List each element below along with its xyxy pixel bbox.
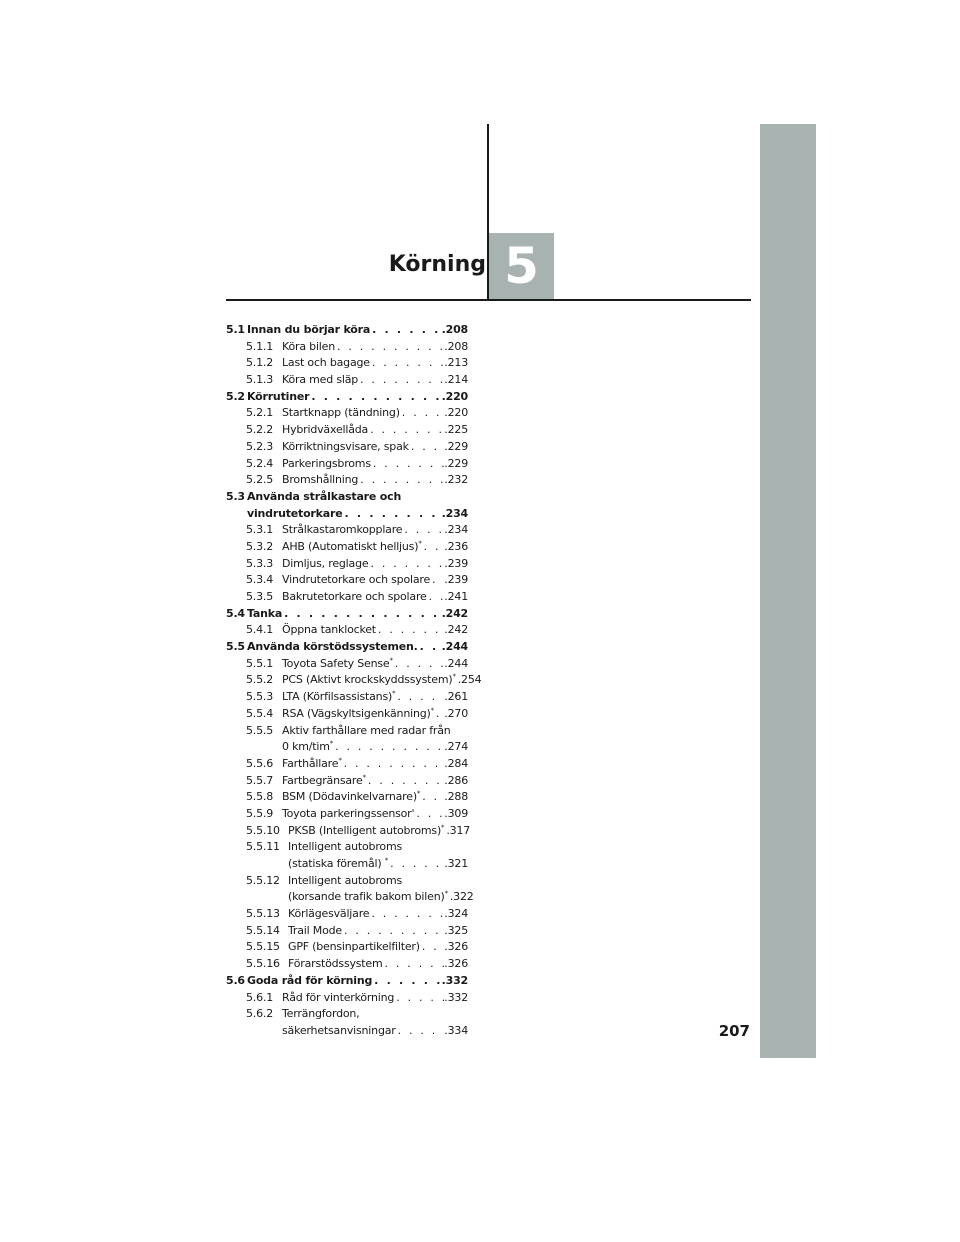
toc-dot-leader xyxy=(376,622,444,639)
toc-entry-title-text: säkerhetsanvisningar xyxy=(282,1023,396,1037)
toc-entry-title xyxy=(282,706,434,723)
toc-dot-leader xyxy=(342,923,444,940)
toc-entry-page: .208 xyxy=(444,339,468,353)
toc-entry-number: 5.5.12 xyxy=(246,873,280,887)
toc-subsection-row[interactable] xyxy=(226,622,468,639)
toc-subsection-row[interactable] xyxy=(226,723,468,740)
toc-entry-title-text: Tanka xyxy=(247,606,283,620)
footnote-asterisk: * xyxy=(418,539,422,548)
toc-entry-title xyxy=(247,973,372,990)
toc-entry-number: 5.3.3 xyxy=(246,556,273,570)
header-horizontal-rule xyxy=(226,299,751,301)
toc-entry-title-text: Köra med släp xyxy=(282,373,359,387)
toc-entry-title xyxy=(282,689,395,706)
toc-entry-title-text: PKSB (Intelligent autobroms) xyxy=(288,823,442,837)
toc-subsection-row[interactable] xyxy=(226,822,471,840)
toc-dot-leader xyxy=(358,372,444,389)
toc-entry-title xyxy=(282,756,342,773)
toc-entry-title xyxy=(282,739,333,756)
toc-entry-page: .208 xyxy=(441,323,468,336)
toc-entry-page: .334 xyxy=(444,1023,468,1037)
toc-dot-leader xyxy=(394,990,444,1007)
toc-entry-number: 5.5.14 xyxy=(246,923,280,937)
toc-entry-title xyxy=(247,639,418,656)
toc-dot-leader xyxy=(369,906,444,923)
toc-entry-page: .232 xyxy=(444,473,468,487)
toc-entry-title-text: Bromshållning xyxy=(282,473,359,487)
toc-entry-number: 5.4 xyxy=(226,606,245,620)
toc-entry-page: .326 xyxy=(444,940,468,954)
toc-entry-page: .220 xyxy=(441,389,468,403)
toc-entry-title-text: Körlägesväljare xyxy=(288,907,370,921)
toc-entry-title-text: Fartbegränsare xyxy=(282,773,363,787)
toc-entry-number: 5.5.1 xyxy=(246,656,273,670)
toc-entry-page: .321 xyxy=(444,857,468,870)
toc-entry-number: 5.5.8 xyxy=(246,790,273,804)
toc-entry-number: 5.2.2 xyxy=(246,423,273,437)
toc-entry-title-text: Farthållare xyxy=(282,756,339,770)
toc-entry-title-text: Råd för vinterkörning xyxy=(282,990,395,1004)
toc-entry-number: 5.3 xyxy=(226,489,245,503)
toc-entry-title-text: 0 km/tim xyxy=(282,740,330,754)
toc-entry-title-text: Körrutiner xyxy=(247,389,310,403)
toc-entry-number: 5.1.3 xyxy=(246,373,273,387)
toc-entry-page: .239 xyxy=(444,556,468,570)
toc-entry-number: 5.2 xyxy=(226,389,245,403)
toc-entry-page: .213 xyxy=(444,356,468,370)
toc-entry-number: 5.6.2 xyxy=(246,1007,273,1021)
toc-entry-title-text: vindrutetorkare xyxy=(247,506,343,520)
toc-entry-title-text: PCS (Aktivt krockskyddssystem) xyxy=(282,673,453,687)
toc-entry-title xyxy=(282,806,414,823)
chapter-number: 5 xyxy=(504,237,539,295)
toc-entry-title-text: Använda körstödssystemen. xyxy=(247,640,418,654)
toc-entry-number: 5.6 xyxy=(226,973,245,987)
toc-entry-title xyxy=(288,889,448,906)
toc-entry-number: 5.6.1 xyxy=(246,990,273,1004)
toc-subsection-row[interactable] xyxy=(226,789,468,806)
toc-subsection-row[interactable] xyxy=(226,873,468,890)
toc-entry-title-text: RSA (Vägskyltsigenkänning) xyxy=(282,706,431,720)
toc-entry-title xyxy=(247,506,343,523)
toc-entry-title xyxy=(282,990,394,1007)
footnote-asterisk: * xyxy=(329,739,334,748)
toc-entry-title-text: Trail Mode xyxy=(288,923,342,937)
toc-dot-leader xyxy=(434,706,444,723)
toc-subsection-row[interactable] xyxy=(226,672,482,689)
toc-entry-title-text: Förarstödssystem xyxy=(288,957,383,971)
toc-entry-number: 5.2.1 xyxy=(246,406,273,420)
toc-entry-page: .244 xyxy=(444,656,468,670)
toc-entry-title xyxy=(288,873,402,890)
toc-dot-leader xyxy=(370,355,444,372)
toc-entry-title-text: (statiska föremål) xyxy=(288,857,385,870)
toc-subsection-row[interactable] xyxy=(226,889,474,906)
toc-subsection-row[interactable] xyxy=(226,372,468,389)
toc-entry-title-text: Använda strålkastare och xyxy=(247,489,402,503)
toc-subsection-row[interactable] xyxy=(226,990,468,1007)
toc-entry-title xyxy=(282,339,335,356)
toc-subsection-row[interactable] xyxy=(226,806,468,823)
toc-entry-title xyxy=(282,422,368,439)
toc-entry-title-text: Intelligent autobroms xyxy=(288,840,402,854)
toc-entry-page: .239 xyxy=(444,573,468,587)
toc-dot-leader xyxy=(366,773,444,790)
toc-subsection-row[interactable] xyxy=(226,472,468,489)
toc-dot-leader xyxy=(418,639,442,656)
toc-subsection-row[interactable] xyxy=(226,572,468,589)
toc-subsection-row[interactable] xyxy=(226,422,468,439)
toc-entry-title-text: Aktiv farthållare med radar från xyxy=(282,723,451,737)
footnote-asterisk: * xyxy=(452,672,456,681)
toc-entry-title xyxy=(282,472,358,489)
toc-section-row[interactable] xyxy=(226,322,468,339)
toc-entry-number: 5.3.1 xyxy=(246,523,273,537)
toc-entry-title xyxy=(247,489,401,506)
toc-entry-page: .234 xyxy=(441,506,468,520)
toc-entry-page: .229 xyxy=(444,456,468,470)
toc-entry-title xyxy=(282,589,427,606)
toc-entry-title xyxy=(282,1023,396,1040)
toc-entry-title-text: Intelligent autobroms xyxy=(288,873,402,887)
toc-entry-number: 5.2.3 xyxy=(246,439,273,453)
toc-entry-title-text: Innan du börjar köra xyxy=(247,323,371,336)
toc-section-row[interactable] xyxy=(226,489,468,506)
toc-dot-leader xyxy=(395,689,444,706)
toc-entry-title-text: AHB (Automatiskt helljus) xyxy=(282,539,419,553)
toc-entry-title xyxy=(282,439,409,456)
toc-entry-number: 5.1.2 xyxy=(246,356,273,370)
toc-dot-leader xyxy=(371,456,444,473)
table-of-contents xyxy=(226,322,482,1040)
toc-entry-title xyxy=(282,773,366,790)
toc-subsection-row[interactable] xyxy=(226,739,468,756)
toc-subsection-row[interactable] xyxy=(226,773,468,790)
toc-section-row[interactable] xyxy=(226,973,468,990)
footnote-asterisk: * xyxy=(389,656,393,665)
toc-dot-leader xyxy=(342,756,445,773)
toc-dot-leader xyxy=(420,789,444,806)
toc-subsection-row[interactable] xyxy=(226,1023,468,1040)
toc-entry-page: .325 xyxy=(444,923,468,937)
toc-entry-title xyxy=(288,956,383,973)
toc-entry-page: .288 xyxy=(444,790,468,804)
toc-entry-title-text: Hybridväxellåda xyxy=(282,423,369,437)
toc-section-row[interactable] xyxy=(226,389,468,406)
toc-entry-title xyxy=(288,823,444,840)
toc-entry-page: .242 xyxy=(441,606,468,620)
toc-entry-number: 5.5.7 xyxy=(246,773,273,787)
toc-entry-page: .332 xyxy=(441,973,468,987)
toc-entry-title-text: Strålkastaromkopplare xyxy=(282,523,403,537)
toc-entry-title xyxy=(247,322,370,339)
toc-entry-number: 5.5.9 xyxy=(246,806,273,820)
toc-dot-leader xyxy=(402,522,444,539)
toc-entry-number: 5.5.4 xyxy=(246,706,273,720)
chapter-number-box xyxy=(489,233,554,299)
toc-entry-page: .324 xyxy=(444,907,468,921)
toc-subsection-row[interactable] xyxy=(226,906,468,923)
footnote-asterisk: * xyxy=(430,706,434,715)
toc-subsection-row[interactable] xyxy=(226,706,468,723)
toc-subsection-row[interactable] xyxy=(226,756,468,773)
toc-entry-title-text: Bakrutetorkare och spolare xyxy=(282,590,427,603)
toc-dot-leader xyxy=(409,439,444,456)
toc-entry-title xyxy=(282,672,456,689)
toc-entry-page: .229 xyxy=(444,439,468,453)
toc-subsection-row[interactable] xyxy=(226,522,468,539)
toc-entry-page: .274 xyxy=(444,740,468,754)
toc-entry-title xyxy=(282,355,370,372)
toc-dot-leader xyxy=(388,856,444,873)
toc-entry-title-text: (korsande trafik bakom bilen) xyxy=(288,890,445,904)
toc-dot-leader xyxy=(368,556,444,573)
toc-entry-number: 5.3.5 xyxy=(246,590,273,603)
toc-subsection-row[interactable] xyxy=(226,439,468,456)
toc-entry-title-text: Last och bagage xyxy=(282,356,370,370)
toc-entry-page: .254 xyxy=(457,673,482,687)
footnote-asterisk: * xyxy=(384,856,389,865)
toc-entry-title xyxy=(247,606,282,623)
toc-dot-leader xyxy=(422,539,445,556)
toc-entry-title xyxy=(288,839,402,856)
toc-entry-number: 5.5.2 xyxy=(246,673,273,687)
toc-dot-leader xyxy=(393,656,445,673)
toc-entry-title xyxy=(288,906,369,923)
toc-entry-title xyxy=(282,522,402,539)
toc-entry-title xyxy=(288,939,420,956)
toc-subsection-row[interactable] xyxy=(226,923,468,940)
toc-entry-number: 5.5.11 xyxy=(246,840,280,854)
toc-entry-title xyxy=(288,923,342,940)
toc-entry-title xyxy=(282,539,422,556)
toc-subsection-row[interactable] xyxy=(226,839,468,856)
toc-entry-number: 5.3.4 xyxy=(246,573,273,587)
page-number: 207 xyxy=(718,1022,750,1040)
toc-entry-title-text: Dimljus, reglage xyxy=(282,556,369,570)
toc-entry-title xyxy=(282,656,393,673)
toc-entry-page: .214 xyxy=(444,373,468,387)
toc-subsection-row[interactable] xyxy=(226,355,468,372)
toc-dot-leader xyxy=(396,1023,445,1040)
toc-dot-leader xyxy=(368,422,444,439)
toc-dot-leader xyxy=(343,506,442,523)
toc-dot-leader xyxy=(383,956,445,973)
toc-entry-title xyxy=(282,1006,359,1023)
toc-entry-number: 5.1.1 xyxy=(246,339,273,353)
toc-entry-title-text: Terrängfordon, xyxy=(282,1007,360,1021)
toc-entry-number: 5.5.13 xyxy=(246,907,280,921)
chapter-side-tab xyxy=(760,124,816,1058)
toc-entry-page: .244 xyxy=(441,640,468,654)
toc-entry-title-text: Toyota parkeringssensor' xyxy=(282,806,415,820)
footnote-asterisk: * xyxy=(362,772,366,781)
toc-entry-page: .284 xyxy=(444,756,468,770)
toc-entry-page: .242 xyxy=(444,623,468,637)
toc-entry-title-text: Köra bilen xyxy=(282,339,335,353)
toc-subsection-row[interactable] xyxy=(226,689,468,706)
toc-entry-title xyxy=(282,789,420,806)
toc-entry-title-text: Parkeringsbroms xyxy=(282,456,371,470)
toc-entry-title-text: GPF (bensinpartikelfilter) xyxy=(288,940,420,954)
toc-entry-title xyxy=(282,622,376,639)
toc-entry-page: .286 xyxy=(444,773,468,787)
toc-dot-leader xyxy=(400,405,445,422)
toc-entry-title xyxy=(282,572,430,589)
toc-dot-leader xyxy=(309,389,441,406)
toc-entry-number: 5.1 xyxy=(226,323,245,336)
toc-subsection-row[interactable] xyxy=(226,539,468,556)
footnote-asterisk: * xyxy=(441,822,445,831)
toc-entry-title-text: Startknapp (tändning) xyxy=(282,406,400,420)
toc-section-row[interactable] xyxy=(226,506,468,523)
toc-subsection-row[interactable] xyxy=(226,1006,468,1023)
toc-dot-leader xyxy=(358,472,444,489)
toc-entry-title xyxy=(282,372,358,389)
toc-entry-number: 5.5.5 xyxy=(246,723,273,737)
toc-entry-page: .225 xyxy=(444,423,468,437)
toc-dot-leader xyxy=(333,739,444,756)
toc-subsection-row[interactable] xyxy=(226,856,468,873)
chapter-title: Körning xyxy=(388,252,486,277)
footnote-asterisk: * xyxy=(416,789,421,798)
footnote-asterisk: * xyxy=(392,689,396,698)
toc-entry-number: 5.5 xyxy=(226,640,245,654)
toc-entry-page: .322 xyxy=(449,890,474,904)
toc-entry-title-text: Goda råd för körning xyxy=(247,973,373,987)
toc-entry-page: .236 xyxy=(444,539,468,553)
toc-entry-page: .234 xyxy=(444,523,468,537)
toc-subsection-row[interactable] xyxy=(226,405,468,422)
toc-entry-number: 5.3.2 xyxy=(246,539,273,553)
toc-subsection-row[interactable] xyxy=(226,956,468,973)
toc-entry-number: 5.2.4 xyxy=(246,456,273,470)
toc-entry-title xyxy=(282,723,451,740)
toc-entry-title-text: BSM (Dödavinkelvarnare) xyxy=(282,790,417,804)
toc-entry-title-text: Vindrutetorkare och spolare xyxy=(282,573,431,587)
toc-subsection-row[interactable] xyxy=(226,939,468,956)
toc-entry-title xyxy=(282,456,371,473)
footnote-asterisk: * xyxy=(338,756,342,765)
toc-entry-page: .317 xyxy=(446,823,471,837)
toc-section-row[interactable] xyxy=(226,639,468,656)
toc-subsection-row[interactable] xyxy=(226,589,468,606)
toc-entry-page: .332 xyxy=(444,990,468,1004)
toc-dot-leader xyxy=(372,973,441,990)
toc-entry-page: .309 xyxy=(444,806,468,820)
toc-entry-number: 5.5.15 xyxy=(246,940,280,954)
toc-dot-leader xyxy=(427,589,445,606)
toc-dot-leader xyxy=(282,606,442,623)
toc-entry-number: 5.5.16 xyxy=(246,957,280,971)
toc-subsection-row[interactable] xyxy=(226,339,468,356)
toc-entry-number: 5.5.10 xyxy=(246,823,280,837)
footnote-asterisk: * xyxy=(444,889,448,898)
toc-entry-title-text: Toyota Safety Sense xyxy=(282,656,390,670)
toc-entry-page: .326 xyxy=(444,957,468,971)
toc-subsection-row[interactable] xyxy=(226,556,468,573)
toc-section-row[interactable] xyxy=(226,606,468,623)
toc-entry-title xyxy=(282,556,368,573)
toc-entry-page: .241 xyxy=(444,590,468,603)
toc-dot-leader xyxy=(335,339,444,356)
toc-entry-title-text: Körriktningsvisare, spak xyxy=(282,439,409,453)
toc-entry-number: 5.2.5 xyxy=(246,473,273,487)
toc-subsection-row[interactable] xyxy=(226,656,468,673)
toc-entry-number: 5.5.3 xyxy=(246,690,273,704)
toc-entry-title-text: Öppna tanklocket xyxy=(282,623,376,637)
toc-entry-number: 5.4.1 xyxy=(246,623,273,637)
toc-entry-title xyxy=(247,389,309,406)
toc-entry-page: .261 xyxy=(444,690,468,704)
toc-dot-leader xyxy=(420,939,444,956)
toc-dot-leader xyxy=(414,806,444,823)
toc-entry-title-text: LTA (Körfilsassistans) xyxy=(282,690,393,704)
toc-entry-title xyxy=(288,856,388,873)
toc-entry-page: .270 xyxy=(444,706,468,720)
toc-entry-number: 5.5.6 xyxy=(246,756,273,770)
toc-dot-leader xyxy=(430,572,444,589)
toc-entry-title xyxy=(282,405,400,422)
toc-dot-leader xyxy=(370,322,442,339)
toc-subsection-row[interactable] xyxy=(226,456,468,473)
toc-entry-page: .220 xyxy=(444,406,468,420)
